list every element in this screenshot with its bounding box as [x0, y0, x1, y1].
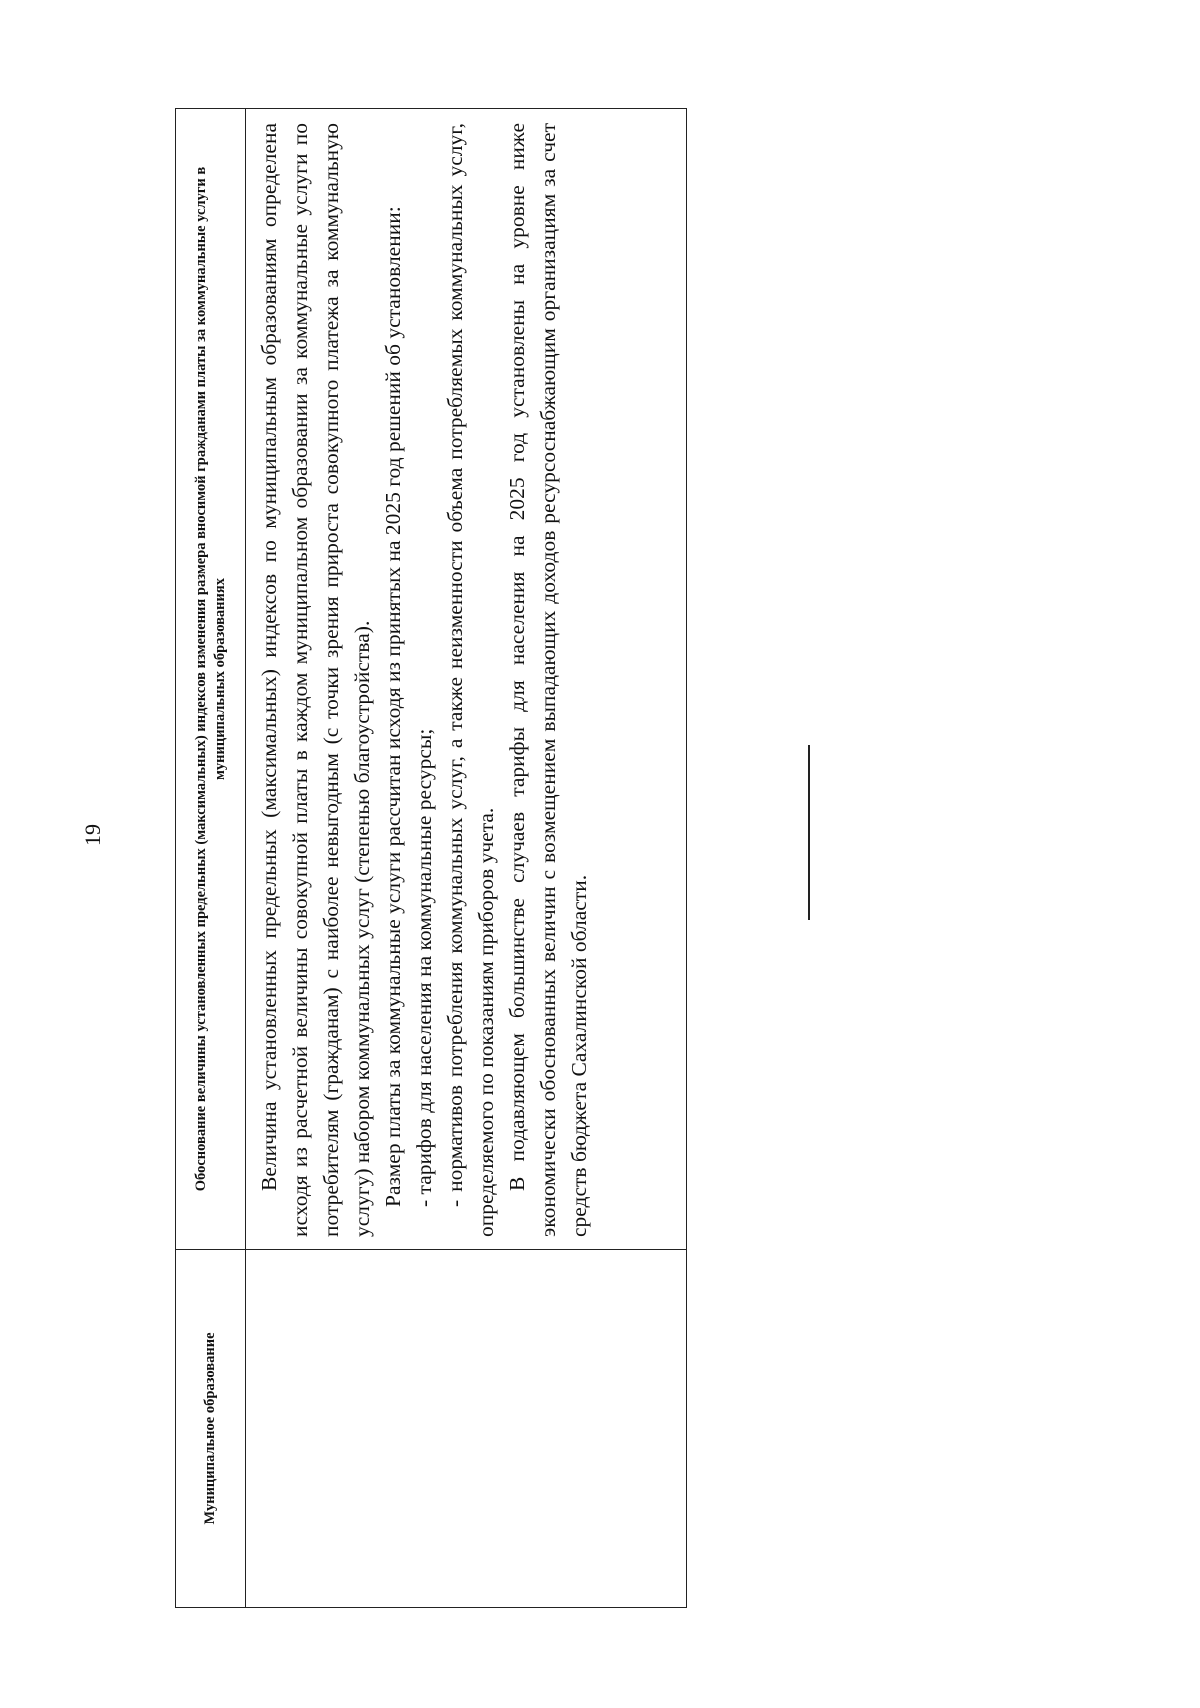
paragraph-indices: Величина установленных предельных (максимальных) индексов по муниципальным образованиям определена исходя из расчетной величины совокупной платы в каждом муниципальном образовании за коммунальные услуги по потребителям (гражданам) с наиболее невыгодным (с точки зрения прироста совокупного платежа за коммунальную услугу) набором коммунальных услуг (степенью благоустройства). — [257, 123, 374, 1237]
header-justification: Обоснование величины установленных предельных (максимальных) индексов изменения размера вносимой гражданами платы за коммунальные услуги в муниципальных образованиях — [176, 109, 246, 1249]
list-item-tariffs: - тарифов для населения на коммунальные ресурсы; — [412, 728, 436, 1207]
separator-line — [808, 745, 810, 920]
cell-justification — [246, 109, 686, 1249]
list-item-norms: - нормативов потребления коммунальных услуг, а также неизменности объема потребляемых коммунальных услуг, определяемого по показаниям приборов учета. — [443, 123, 498, 1237]
table-container — [175, 108, 687, 1608]
paragraph-payment-size: Размер платы за коммунальные услуги рассчитан исходя из принятых на 2025 год решений об установлении: — [381, 206, 405, 1207]
cell-municipality — [246, 1249, 686, 1607]
header-municipality: Муниципальное образование — [176, 1249, 246, 1607]
paragraph-majority: В подавляющем большинстве случаев тарифы для населения на 2025 год установлены на уровне ниже экономически обоснованных величин с возмещением выпадающих доходов ресурсоснабжающим организациям за счет средств бюджета Сахалинской области. — [505, 123, 591, 1237]
page-number: 19 — [80, 824, 105, 846]
justification-table — [175, 108, 687, 1608]
